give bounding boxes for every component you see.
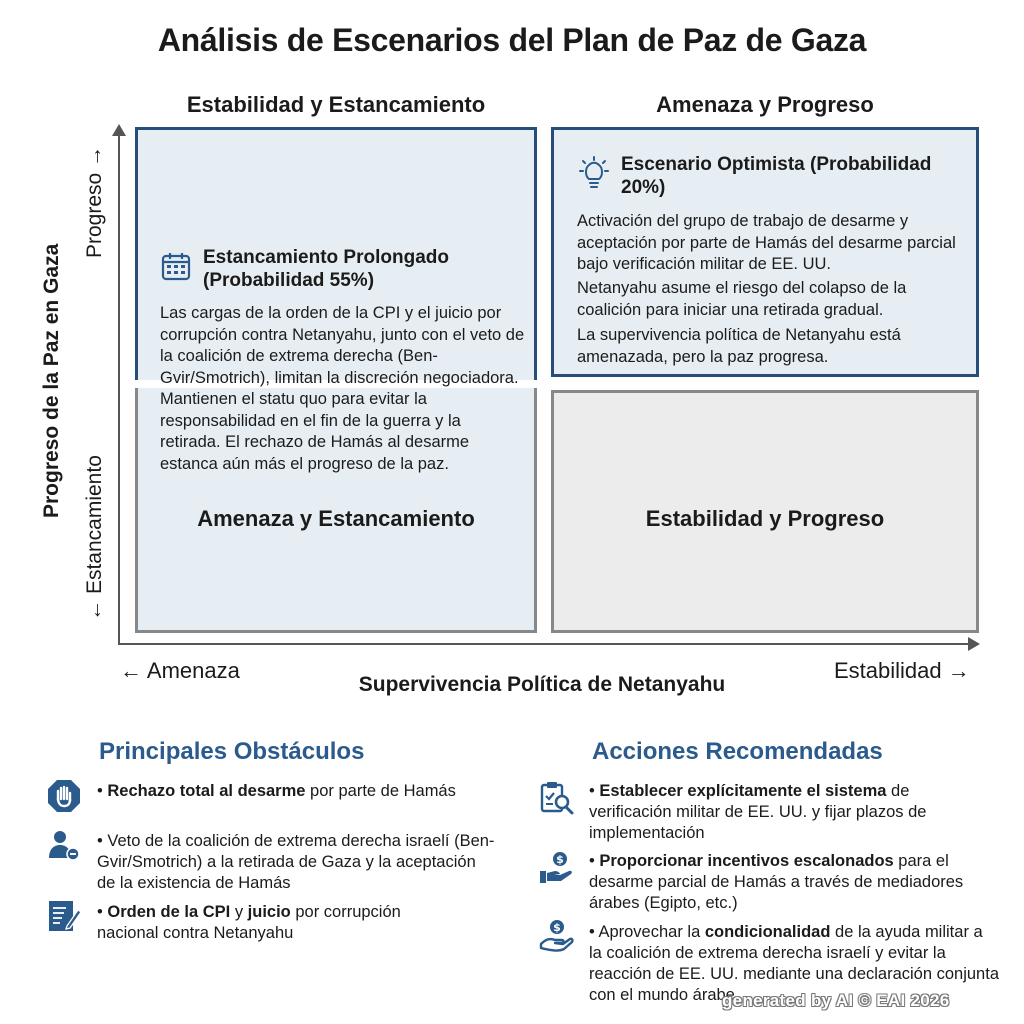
obstacle-text: y [230,903,248,921]
obstacle-item [97,831,497,894]
stagnation-scenario-title: Estancamiento Prolongado (Probabilidad 55%) [203,247,449,291]
bullet: • [97,903,108,921]
clipboard-search-icon [538,780,574,816]
actions-title: Acciones Recomendadas [592,738,883,765]
action-bold-text: condicionalidad [704,923,831,941]
obstacle-text: por corrupción nacional contra Netanyahu [97,903,401,942]
obstacle-bold-text: Rechazo total al desarme [107,782,306,800]
page-title: Análisis de Escenarios del Plan de Paz de Gaza [157,22,867,58]
bullet: • [589,923,599,941]
action-text: de verificación militar de EE. UU. y fijar plazos de implementación [589,782,927,842]
y-axis-bottom-label: ← Estancamiento [83,455,106,621]
user-minus-icon [46,828,82,864]
x-axis-right-label: Estabilidad → [834,658,970,683]
action-item [589,781,989,844]
quadrant-label-bottom-right: Estabilidad y Progreso [645,506,885,531]
legal-document-icon [46,898,82,934]
quadrant-header-top-left: Estabilidad y Estancamiento [186,92,486,117]
obstacle-item [97,902,457,944]
x-axis-arrow [968,637,980,651]
action-bold-text: Establecer explícitamente el sistema [599,782,887,800]
obstacles-title: Principales Obstáculos [99,738,365,765]
action-item [589,851,989,914]
quadrant-header-top-right: Amenaza y Progreso [656,92,874,117]
stop-hand-icon [46,778,82,814]
y-axis-line [118,132,120,644]
y-axis-arrow [112,124,126,136]
obstacle-bold-text: juicio [247,903,291,921]
optimistic-scenario-body-3: La supervivencia política de Netanyahu está amenazada, pero la paz progresa. [577,326,901,366]
optimistic-scenario-body-2: Netanyahu asume el riesgo del colapso de la coalición para iniciar una retirada gradual. [577,279,907,319]
svg-text:$: $ [556,853,564,866]
x-axis-title: Supervivencia Política de Netanyahu [358,673,726,696]
obstacle-item [97,781,457,802]
bullet: • [589,852,600,870]
action-bold-text: Proporcionar incentivos escalonados [599,852,894,870]
obstacle-text: Veto de la coalición de extrema derecha israelí (Ben-Gvir/Smotrich) a la retirada de Gaza y la aceptación de la existencia de Hamás [97,832,495,892]
calendar-icon [160,250,196,286]
obstacle-bold-text: Orden de la CPI [107,903,231,921]
x-axis-left-label: ← Amenaza [120,658,240,683]
y-axis-title: Progreso de la Paz en Gaza [40,243,63,518]
watermark: generated by AI © EAI 2026 [722,991,950,1010]
x-axis-line [118,643,970,645]
action-text: de la ayuda militar a la coalición de extrema derecha israelí y evitar la reacción de EE. UU. mediante una declaración conjunta con el mundo árabe [589,923,999,1004]
optimistic-scenario-body-1: Activación del grupo de trabajo de desarme y aceptación por parte de Hamás del desarme parcial bajo verificación militar de EE. UU. [577,212,956,273]
hand-coin-icon [538,918,574,954]
y-axis-top-label: Progreso → [83,145,106,259]
quadrant-label-bottom-left: Amenaza y Estancamiento [197,506,475,531]
hand-dollar-icon [538,850,574,886]
bullet: • [589,782,600,800]
action-text: Aprovechar la [598,923,705,941]
stagnation-scenario-body: Las cargas de la orden de la CPI y el juicio por corrupción contra Netanyahu, junto con el veto de la coalición de extrema derecha (Ben-Gvir/Smotrich), limitan la discreción negociadora. Mantienen el statu quo para evitar la responsabilidad en el fin de la guerra y la retirada. El rechazo de Hamás al desarme estanca aún más el progreso de la paz. [160,304,525,473]
svg-text:$: $ [553,921,561,934]
obstacle-text: por parte de Hamás [305,782,456,800]
lightbulb-icon [576,156,612,192]
bullet: • [97,832,108,850]
optimistic-scenario-title: Escenario Optimista (Probabilidad 20%) [621,154,932,198]
bullet: • [97,782,108,800]
action-text: para el desarme parcial de Hamás a través de mediadores árabes (Egipto, etc.) [589,852,964,912]
